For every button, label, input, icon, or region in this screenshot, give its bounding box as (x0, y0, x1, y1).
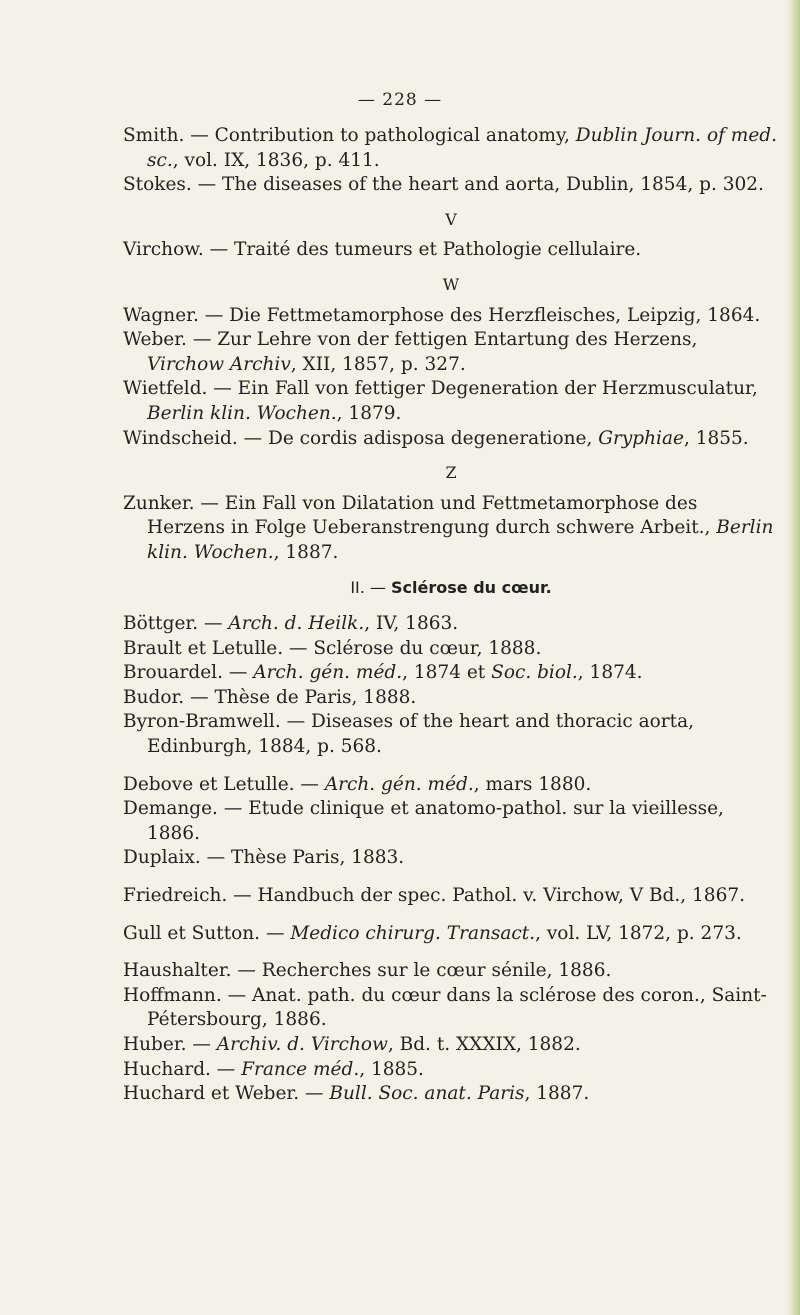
group-w (123, 304, 779, 452)
entry-text: , 1879. (336, 402, 402, 424)
bib-entry (123, 637, 779, 662)
entry-text: Wagner. — Die Fettmetamorphose des Herzfleisches, Leipzig, 1864. (123, 304, 761, 326)
entry-journal: Berlin klin. Wochen. (147, 517, 774, 563)
entry-text: Wietfeld. — Ein Fall von fettiger Degeneration der Herzmusculatur, (123, 378, 758, 400)
entry-text: Gull et Sutton. — (123, 922, 291, 944)
entry-text: , vol. LV, 1872, p. 273. (535, 922, 742, 944)
entry-text: , 1885. (359, 1058, 424, 1080)
entry-text: , 1874 et (402, 662, 492, 684)
page-number: — 228 — (357, 90, 443, 110)
entry-journal: Virchow Archiv (147, 353, 291, 375)
entry-text: Debove et Letulle. — (123, 773, 325, 795)
entry-journal: Dublin Journ. of med. sc. (147, 125, 778, 171)
entry-text: , IV, 1863. (364, 613, 459, 635)
bib-entry (123, 959, 779, 984)
entry-text: Haushalter. — Recherches sur le cœur sénile, 1886. (123, 960, 612, 982)
bib-entry (123, 1082, 779, 1107)
letter-heading-v: V (445, 209, 457, 229)
entry-text: Duplaix. — Thèse Paris, 1883. (123, 847, 405, 869)
entry-text: Stokes. — The diseases of the heart and aorta, Dublin, 1854, p. 302. (123, 174, 764, 196)
entry-text: , Bd. t. XXXIX, 1882. (387, 1034, 581, 1055)
entry-text: Smith. — Contribution to pathological anatomy, (123, 125, 576, 146)
entry-journal: Medico chirurg. Transact. (290, 922, 536, 944)
bibliography (123, 124, 779, 1107)
bib-entry (123, 1058, 779, 1083)
entry-text: , 1887. (524, 1083, 590, 1105)
entry-text: Virchow. — Traité des tumeurs et Pathologie cellulaire. (123, 239, 642, 261)
group-f (123, 884, 779, 909)
bib-entry (123, 612, 779, 637)
entry-journal: Arch. gén. méd. (324, 773, 474, 795)
bib-entry (123, 797, 779, 846)
bib-entry (123, 661, 779, 686)
group-h (123, 959, 779, 1107)
bib-entry (123, 773, 779, 798)
bib-entry (123, 922, 779, 947)
entry-text: Böttger. — (123, 613, 229, 635)
entry-text: , 1855. (683, 427, 749, 449)
section-heading (123, 576, 779, 601)
group-d (123, 773, 779, 871)
entry-text: , 1874. (577, 662, 643, 684)
entry-text: Hoffmann. — Anat. path. du cœur dans la sclérose des coron., Saint-Pétersbourg, 1886. (123, 984, 767, 1031)
bib-entry (123, 173, 779, 198)
entry-journal: Arch. gén. méd. (253, 662, 403, 684)
entry-journal: France méd. (241, 1058, 360, 1080)
entry-text: , vol. IX, 1836, p. 411. (172, 149, 380, 171)
bib-entry (123, 238, 779, 263)
entry-text: Brouardel. — (123, 662, 254, 684)
entry-journal: Archiv. d. Virchow (216, 1034, 388, 1055)
entry-text: Byron-Bramwell. — Diseases of the heart and thoracic aorta, Edinburgh, 1884, p. 568. (123, 711, 694, 758)
bib-entry (123, 328, 779, 377)
entry-text: Zunker. — Ein Fall von Dilatation und Fettmetamorphose des Herzens in Folge Ueberanstrengung durch schwere Arbeit., (123, 492, 717, 539)
group-v (123, 238, 779, 263)
bib-entry (123, 427, 779, 452)
entry-text: , mars 1880. (473, 773, 592, 795)
entry-text: Huchard et Weber. — (123, 1083, 330, 1105)
entry-text: Budor. — Thèse de Paris, 1888. (123, 686, 417, 708)
bib-entry (123, 984, 779, 1033)
bib-entry (123, 124, 779, 173)
section-prefix: II. — (350, 577, 386, 597)
bib-entry (123, 377, 779, 426)
entry-text: Weber. — Zur Lehre von der fettigen Entartung des Herzens, (123, 329, 698, 351)
entry-journal: Arch. d. Heilk. (228, 613, 365, 635)
entry-journal: Soc. biol. (491, 662, 578, 684)
section-title: Sclérose du cœur. (391, 577, 552, 597)
group-b (123, 612, 779, 760)
entry-text: Demange. — Etude clinique et anatomo-pathol. sur la vieillesse, 1886. (123, 798, 724, 844)
bib-entry (123, 710, 779, 759)
entry-text: Huchard. — (123, 1058, 242, 1080)
bib-entry (123, 686, 779, 711)
entry-text: Huber. — (123, 1034, 217, 1055)
entry-journal: Gryphiae (598, 427, 684, 449)
bib-entry (123, 492, 779, 566)
entry-text: , 1887. (273, 541, 339, 563)
letter-heading-w: W (442, 274, 460, 294)
bib-entry (123, 846, 779, 871)
group-part1 (123, 124, 779, 198)
bib-entry (123, 1033, 779, 1058)
entry-text: Friedreich. — Handbuch der spec. Pathol. v. Virchow, V Bd., 1867. (123, 885, 745, 907)
entry-text: , XII, 1857, p. 327. (290, 353, 466, 375)
bib-entry (123, 884, 779, 909)
entry-journal: Berlin klin. Wochen. (147, 402, 337, 424)
group-g (123, 922, 779, 947)
letter-heading-z: Z (445, 463, 457, 483)
group-z (123, 492, 779, 566)
entry-text: Brault et Letulle. — Sclérose du cœur, 1888. (123, 637, 542, 659)
entry-text: Windscheid. — De cordis adisposa degeneratione, (123, 427, 599, 449)
bib-entry (123, 304, 779, 329)
page-edge (786, 0, 800, 1315)
entry-journal: Bull. Soc. anat. Paris (329, 1083, 525, 1105)
